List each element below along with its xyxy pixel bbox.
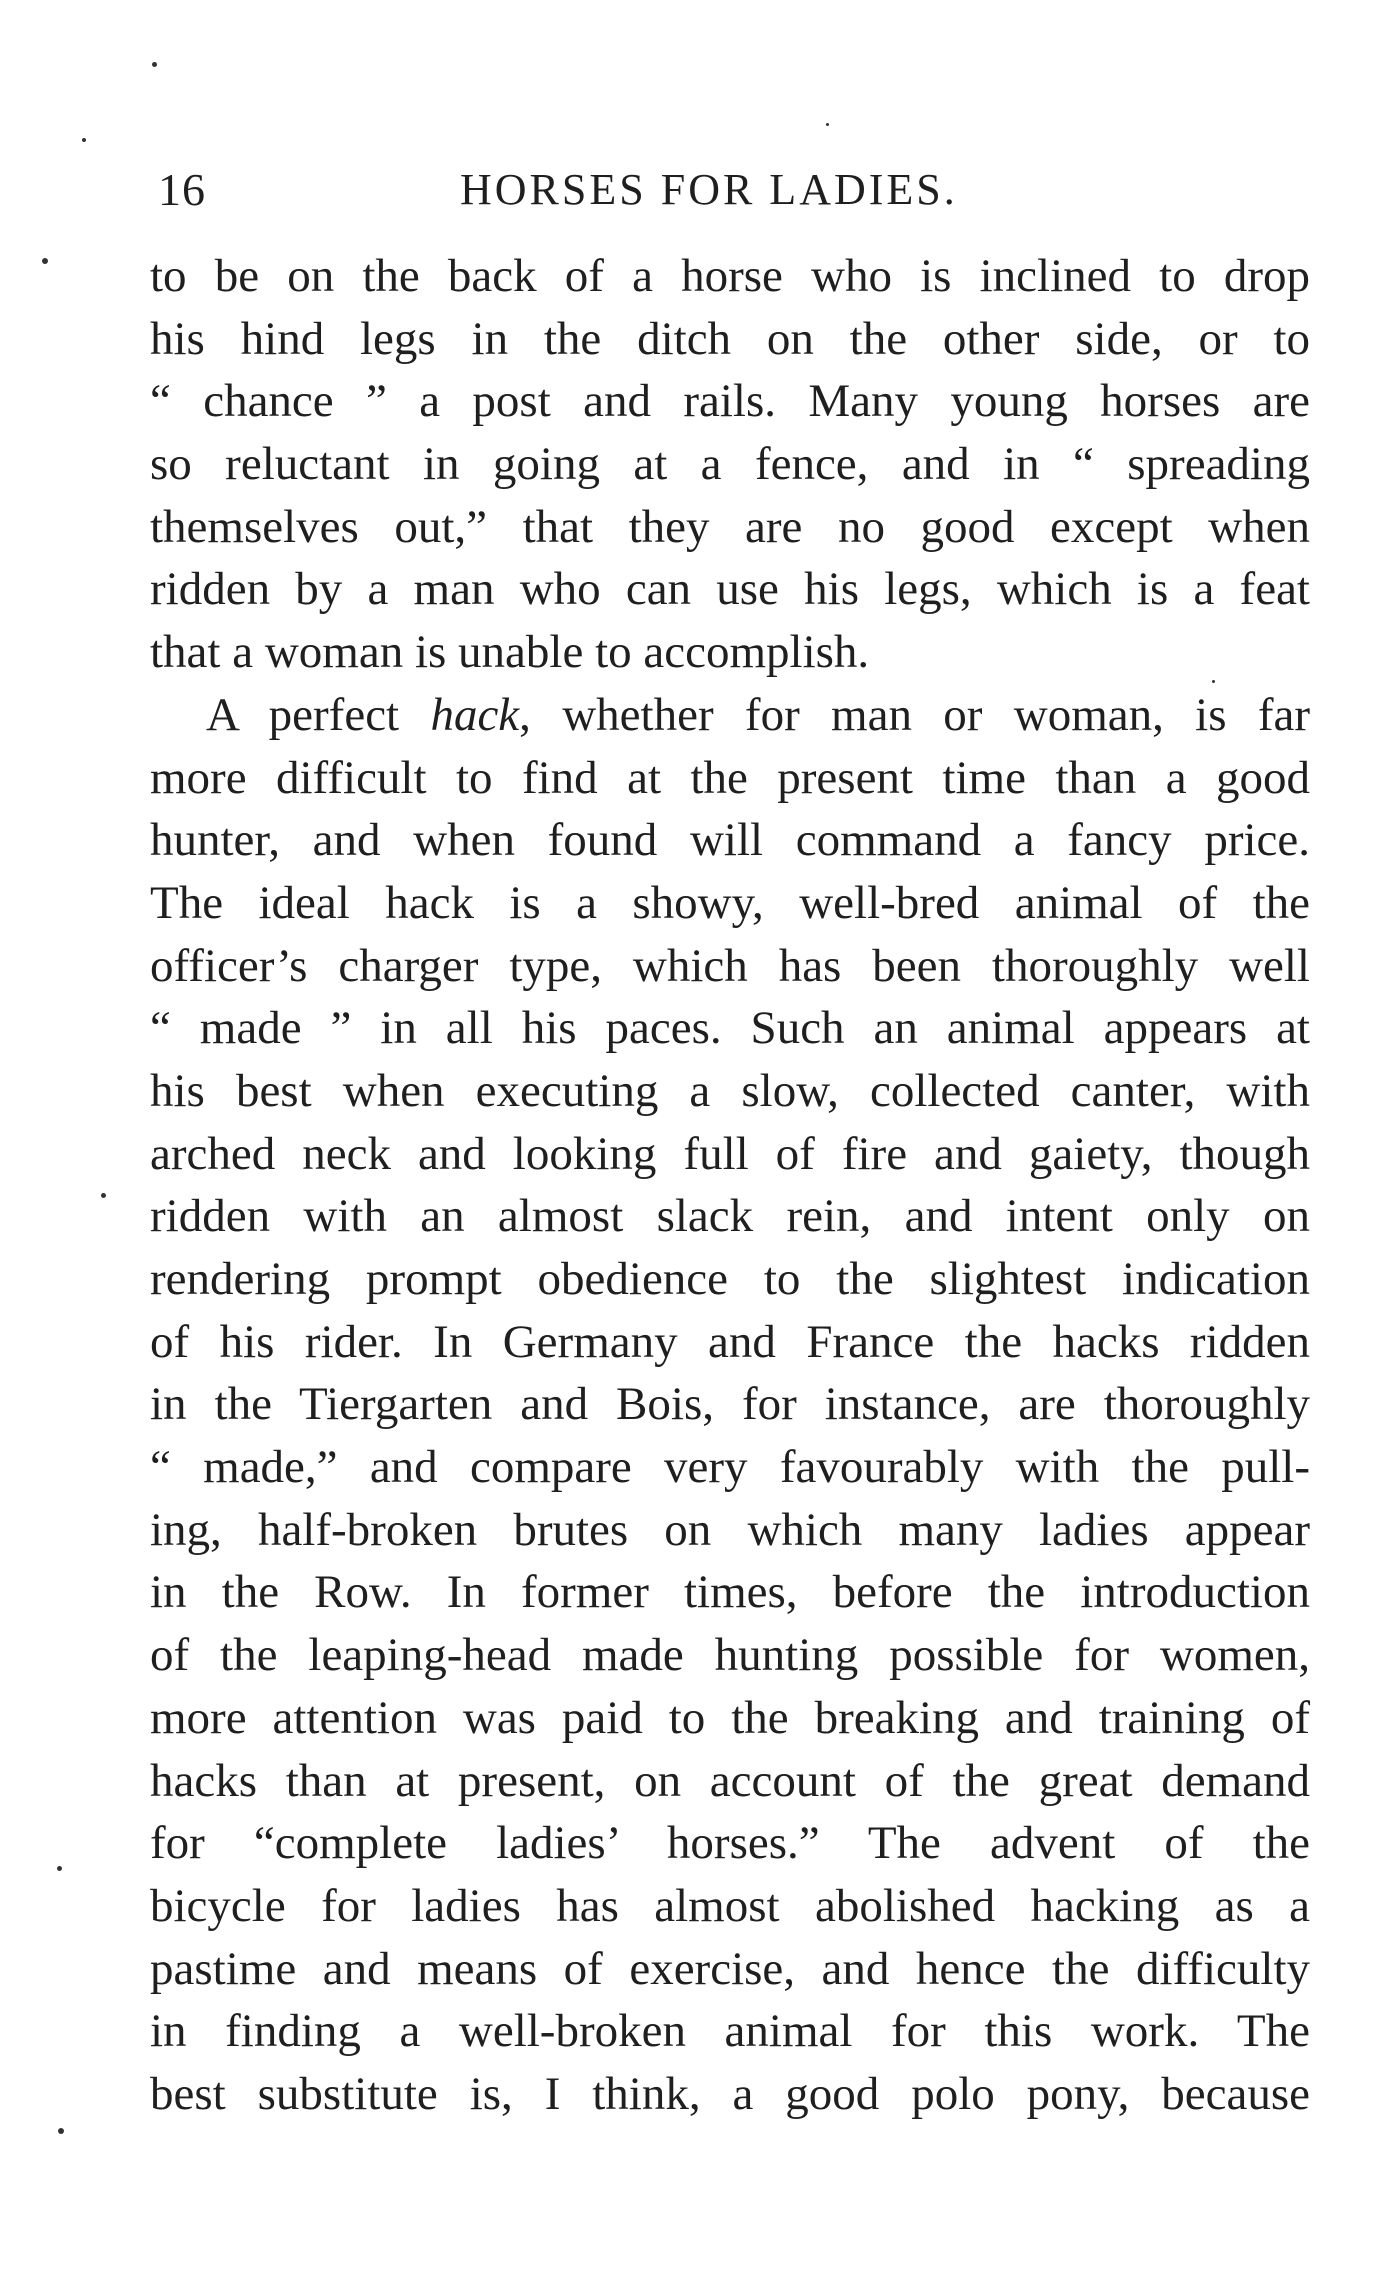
scan-speck [826,123,829,126]
text-line: ridden with an almost slack rein, and intent only on [150,1190,1310,1243]
scan-speck [82,138,86,142]
text-line: “ made ” in all his paces. Such an animal appears at [150,1002,1310,1055]
text-line: hacks than at present, on account of the great demand [150,1754,1310,1807]
text-line: arched neck and looking full of fire and gaiety, though [150,1127,1310,1180]
text-line: so reluctant in going at a fence, and in “ spreading [150,438,1310,491]
text-line: “ chance ” a post and rails. Many young horses are [150,375,1310,428]
text-line: that a woman is unable to accomplish. [150,626,870,679]
text-line: in finding a well-broken animal for this work. The [150,2005,1310,2058]
line-rest: , whether for man or woman, is far [519,688,1311,741]
running-head: HORSES FOR LADIES. [460,165,958,214]
page-number: 16 [158,164,206,215]
text-line: best substitute is, I think, a good polo pony, because [150,2067,1310,2120]
scan-speck [152,62,157,67]
text-line: his best when executing a slow, collected canter, with [150,1064,1310,1117]
body-text [150,245,1310,2126]
scan-speck [57,1866,62,1871]
scan-speck [58,2128,64,2134]
page-header [150,160,1310,220]
text-line: for “complete ladies’ horses.” The advent of the [150,1817,1310,1870]
italic-word: hack [430,688,520,741]
text-line: bicycle for ladies has almost abolished hacking as a [150,1879,1310,1932]
text-line: hunter, and when found will command a fancy price. [150,814,1310,867]
text-line: to be on the back of a horse who is inclined to drop [150,250,1310,302]
text-line: of his rider. In Germany and France the hacks ridden [150,1315,1310,1368]
text-line: of the leaping-head made hunting possible for women, [150,1629,1310,1682]
scan-speck [42,258,48,264]
text-line: in the Tiergarten and Bois, for instance, are thoroughly [150,1378,1310,1431]
text-line: themselves out,” that they are no good except when [150,500,1310,553]
text-line: “ made,” and compare very favourably with the pull- [150,1441,1310,1494]
text-line: in the Row. In former times, before the introduction [150,1566,1310,1619]
text-line: his hind legs in the ditch on the other side, or to [150,312,1310,365]
text-line-paragraph-start [150,684,1310,747]
line-start: A perfect [206,688,431,741]
text-line: more attention was paid to the breaking and training of [150,1691,1310,1744]
text-line: ing, half-broken brutes on which many ladies appear [150,1503,1310,1556]
text-line: rendering prompt obedience to the slightest indication [150,1253,1310,1305]
text-line: pastime and means of exercise, and hence the difficulty [150,1942,1310,1995]
text-line: officer’s charger type, which has been thoroughly well [150,939,1310,992]
text-line: The ideal hack is a showy, well-bred animal of the [150,876,1310,929]
scan-speck [101,1193,106,1198]
scan-speck [1212,680,1215,683]
text-line: more difficult to find at the present time than a good [150,751,1310,804]
text-line: ridden by a man who can use his legs, which is a feat [150,563,1310,616]
